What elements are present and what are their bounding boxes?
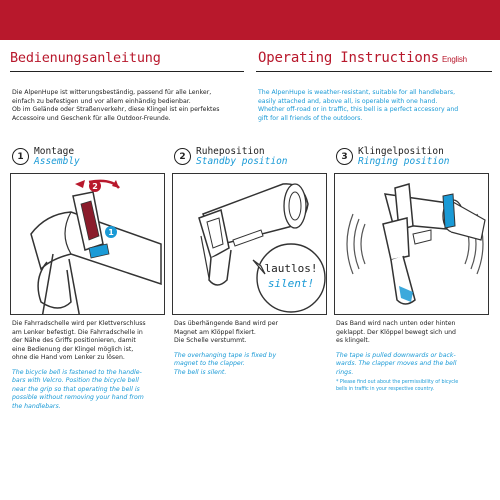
step-1-text-de: Die Fahrradschelle wird per Klettverschluss am Lenker befestigt. Die Fahrradschelle in der Nähe des Griffs positionieren, damit eine Bedienung der Klingel möglich ist, ohne die Hand vom Lenker zu lösen. <box>12 320 146 362</box>
step-3-title-en: Ringing position <box>358 156 450 168</box>
page-title-en <box>258 50 467 66</box>
step-2-text-de: Das überhängende Band wird per Magnet am Klöppel fixiert. Die Schelle verstummt. <box>174 320 279 345</box>
language-label: English <box>442 55 467 64</box>
handlebar-clamp-illustration <box>11 174 165 315</box>
top-banner <box>0 0 500 40</box>
step-2-title-en: Standby position <box>196 156 288 168</box>
step-3-header <box>336 147 450 168</box>
step-3-illustration <box>334 173 489 315</box>
step-1-text <box>12 320 170 411</box>
step-3-number: 3 <box>336 148 353 165</box>
step-1-text-en: The bicycle bell is fastened to the handle- bars with Velcro. Position the bicycle bell near the grip so that operating the bell is possible without removing your hand from the handlebars. <box>12 368 144 410</box>
step-2-text <box>174 320 332 377</box>
step-3-text <box>336 320 494 393</box>
step-2-title-de: Ruheposition <box>196 146 265 157</box>
step-1-title-en: Assembly <box>34 156 80 168</box>
bubble-text-en: silent! <box>267 277 315 290</box>
badge-2: 2 <box>92 182 98 191</box>
bell-ringing-illustration <box>335 174 489 315</box>
step-1-illustration <box>10 173 165 315</box>
step-3-text-de: Das Band wird nach unten oder hinten geklappt. Der Klöppel bewegt sich und es klingelt. <box>336 320 456 345</box>
badge-1: 1 <box>108 228 114 237</box>
divider-en <box>256 71 492 72</box>
divider-de <box>10 71 244 72</box>
intro-en-text: The AlpenHupe is weather-resistant, suitable for all handlebars, easily attached and, above all, is operable with one hand. Whether off-road or in traffic, this bell is a perfect accessory and gift for all friends of the outdoors. <box>258 89 459 122</box>
step-3-note: * Please find out about the permissibility of bicycle bells in traffic in your respective country. <box>336 380 459 392</box>
step-1-header <box>12 147 80 168</box>
intro-en <box>258 89 494 123</box>
step-1-title-de: Montage <box>34 146 75 157</box>
page-title-de: Bedienungsanleitung <box>10 50 161 66</box>
page-title-en-text: Operating Instructions <box>258 50 440 66</box>
step-1-number: 1 <box>12 148 29 165</box>
step-3-text-en: The tape is pulled downwards or back- wards. The clapper moves and the bell rings. <box>336 351 457 376</box>
intro-de-text: Die AlpenHupe ist witterungsbeständig, passend für alle Lenker, einfach zu befestigen und vor allem einhändig bedienbar. Ob im Gelände oder Straßenverkehr, diese Klingel ist ein perfektes Accessoire und Geschenk für alle Outdoor-Freunde. <box>12 89 220 122</box>
step-2-text-en: The overhanging tape is fixed by magnet to the clapper. The bell is silent. <box>174 351 277 376</box>
step-3-title-de: Klingelposition <box>358 146 444 157</box>
bubble-text-de: lautlos! <box>264 262 318 275</box>
step-2-illustration <box>172 173 327 315</box>
bell-standby-illustration <box>173 174 327 315</box>
step-2-number: 2 <box>174 148 191 165</box>
intro-de <box>12 89 248 123</box>
step-2-header <box>174 147 288 168</box>
